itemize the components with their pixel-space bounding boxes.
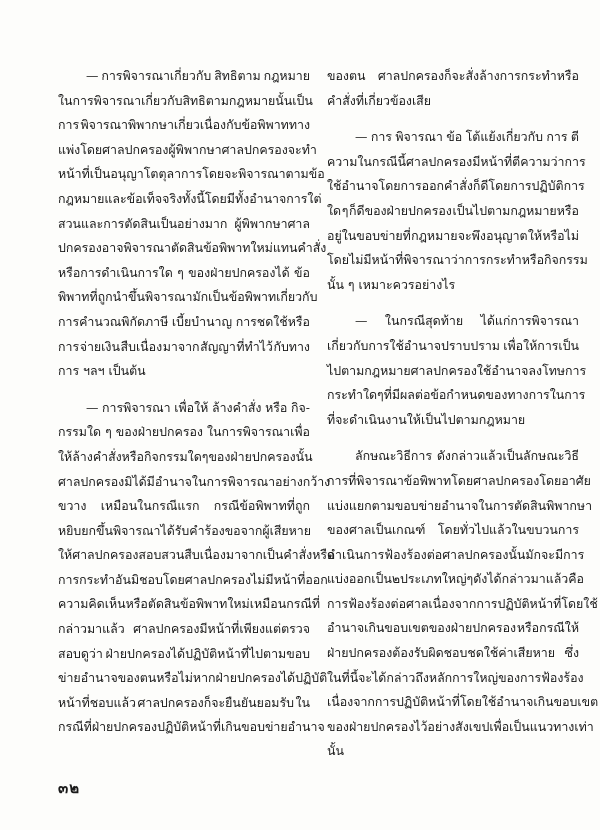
text-line: อำนาจเกินขอบเขตของฝ่ายปกครอง หรือกรณีให้ <box>327 620 579 636</box>
text-line: การฟ้องร้องต่อศาลเนื่องจากการปฏิบัติหน้าที่โดยใช้ <box>327 595 598 611</box>
text-line: ให้ศาลปกครองสอบสวนสืบเนื่องมาจากเป็นคำสั่งหรือ <box>58 547 335 563</box>
text-line: — การ พิจารณา ข้อ โต้แย้งเกี่ยวกับ การ ตี <box>355 129 579 145</box>
text-line: กล่าวมาแล้ว ศาลปกครองมีหน้าที่เพียงแต่ตรวจ <box>58 621 310 637</box>
text-line: นั้น ๆ เหมาะควรอย่างไร <box>327 276 456 292</box>
text-line: ใช้อำนาจโดยการออกคำสั่งก็ดี โดยการปฏิบัติการ <box>327 178 585 194</box>
text-line: พิพาทที่ถูกนำขึ้นพิจารณามักเป็นข้อพิพาทเกี่ยวกับ <box>58 289 318 305</box>
text-line: ฝ่ายปกครองต้องรับผิดชอบชดใช้ค่าเสียหาย ซึ่ง <box>327 645 579 661</box>
text-line: ขวาง เหมือนในกรณีแรก กรณีข้อพิพาทที่ถูก <box>58 498 310 514</box>
text-line: ในที่นี้จะได้กล่าวถึงหลักการใหญ่ของการฟ้องร้อง <box>327 669 584 685</box>
paragraph-gap <box>58 384 310 396</box>
text-line: ใด ๆ ก็ดีของฝ่ายปกครอง เป็นไปตามกฎหมายหรือ <box>327 202 579 218</box>
text-line: โดยไม่มีหน้าที่พิจารณาว่าการกระทำหรือกิจกรรม <box>327 252 588 268</box>
text-line: ศาลปกครองมิได้มีอำนาจในการพิจารณาอย่างกว้าง <box>58 473 331 489</box>
text-line: ให้ล้างคำสั่งหรือกิจกรรมใด ๆ ของฝ่ายปกครองนั้น <box>58 448 313 464</box>
text-line: กฎหมายและข้อเท็จจริงทั้งนี้ โดยมีทั้งอำนาจการใต่ <box>58 190 322 206</box>
text-line: การคำนวณพิกัดภาษี เบี้ยบำนาญ การชดใช้หรือ <box>58 313 310 329</box>
text-line: หยิบยกขึ้นพิจารณา ได้รับคำร้องขอจากผู้เสียหาย <box>58 522 312 538</box>
text-line: ของฝ่ายปกครองไว้อย่างสังเขปเพื่อเป็นแนวทางเท่า <box>327 718 594 734</box>
text-line: หน้าที่ชอบแล้ว ศาลปกครองก็จะยืนยันยอมรับ ใน <box>58 694 310 710</box>
text-line: ข่ายอำนาจของตนหรือไม่ หากฝ่ายปกครองได้ปฏิบัติ <box>58 670 328 686</box>
text-line: หน้าที่เป็นอนุญาโตตุลาการ โดยจะพิจารณาตามข้อ <box>58 166 325 182</box>
text-line: ของศาลเป็นเกณฑ์ โดยทั่วไปแล้วในขบวนการ <box>327 522 579 538</box>
text-line: สอบดูว่า ฝ่ายปกครองได้ปฏิบัติหน้าที่ไปตามขอบ <box>58 645 310 661</box>
text-line: — การพิจารณา เพื่อให้ ล้างคำสั่ง หรือ กิจ- <box>86 399 310 415</box>
text-line: การกระทำอันมิชอบโดยศาลปกครองไม่มีหน้าที่ออก <box>58 571 328 587</box>
text-line: การ จ่ายเงิน สืบเนื่อง มาจาก สัญญา ที่ทำไว้ กับทาง <box>58 338 310 354</box>
text-line: เนื่องจากการปฏิบัติหน้าที่โดยใช้อำนาจเกินขอบเขต <box>327 694 599 710</box>
text-line: กรณีที่ฝ่ายปกครองปฏิบัติหน้าที่เกินขอบข่ายอำนาจ <box>58 719 325 735</box>
text-line: นั้น <box>327 743 344 759</box>
text-line: ของตน ศาลปกครองก็จะสั่งล้างการกระทำหรือ <box>327 68 579 83</box>
text-line: ลักษณะวิธีการ ดังกล่าวแล้วเป็นลักษณะวิธี <box>355 448 579 464</box>
left-text-column <box>58 64 335 740</box>
text-line: แบ่งแยกตามขอบข่ายอำนาจในการตัดสินพิพากษา <box>327 497 593 513</box>
page-number: ๓๒ <box>58 779 81 797</box>
text-line: เกี่ยวกับการใช้อำนาจปราบปราม เพื่อให้การเป็น <box>327 337 579 353</box>
paragraph-gap <box>327 113 579 125</box>
text-line: คำสั่งที่เกี่ยวข้องเสีย <box>327 92 432 108</box>
text-line: การที่พิจารณา ข้อพิพาท โดยศาล ปกครองโดยอาศัย <box>327 472 591 488</box>
text-line: หรือการดำเนินการใด ๆ ของฝ่ายปกครองได้ ข้อ <box>58 264 310 280</box>
text-line: การ ฯลฯ เป็นต้น <box>58 363 146 379</box>
text-line: อยู่ในขอบข่ายที่ กฎหมาย จะพึง อนุญาต ให้ หรือไม่ <box>327 227 579 243</box>
text-line: กรรมใด ๆ ของฝ่ายปกครอง ในการพิจารณาเพื่อ <box>58 424 310 440</box>
text-line: สวนและการตัดสินเป็นอย่างมาก ผู้พิพากษาศาล <box>58 215 310 231</box>
paragraph-gap <box>327 297 579 309</box>
text-line: กระทำใด ๆ ที่มีผลต่อข้อกำหนดของทางการในการ <box>327 387 586 403</box>
paragraph-gap <box>327 432 579 444</box>
text-line: ในการพิจารณาเกี่ยวกับสิทธิตามกฎหมายนั้นเป็น <box>58 92 313 108</box>
text-line: ไปตามกฎหมาย ศาลปกครองใช้อำนาจลงโทษการ <box>327 362 587 378</box>
text-line: ดำเนินการฟ้องร้องต่อศาลปกครองนั้น มักจะมีการ <box>327 546 585 562</box>
text-line: การ พิจารณาพิพากษาเกี่ยวเนื่องกับข้อพิพาททาง <box>58 117 310 133</box>
text-line: ที่จะดำเนินงานให้เป็นไปตามกฎหมาย <box>327 411 526 427</box>
text-line: — การพิจารณาเกี่ยวกับ สิทธิตาม กฎหมาย <box>86 68 310 83</box>
text-line: — ในกรณีสุดท้าย ได้แก่การพิจารณา <box>355 313 579 329</box>
text-line: ความคิดเห็นหรือตัดสินข้อพิพาทใหม่เหมือนกรณีที่ <box>58 596 321 612</box>
right-text-column <box>327 64 599 764</box>
text-line: แบ่งออกเป็น ๒ ประเภทใหญ่ๆ ดังได้กล่าวมาแล้วคือ <box>327 571 584 587</box>
text-line: ปกครองอาจพิจารณาตัดสินข้อพิพาทใหม่แทนคำสั่ง <box>58 240 327 256</box>
text-line: ความ ในกรณีนี้ศาลปกครองมีหน้าที่ตีความว่า การ <box>327 153 586 169</box>
text-line: แพ่งโดยศาลปกครอง ผู้พิพากษาศาลปกครองจะทำ <box>58 141 317 157</box>
